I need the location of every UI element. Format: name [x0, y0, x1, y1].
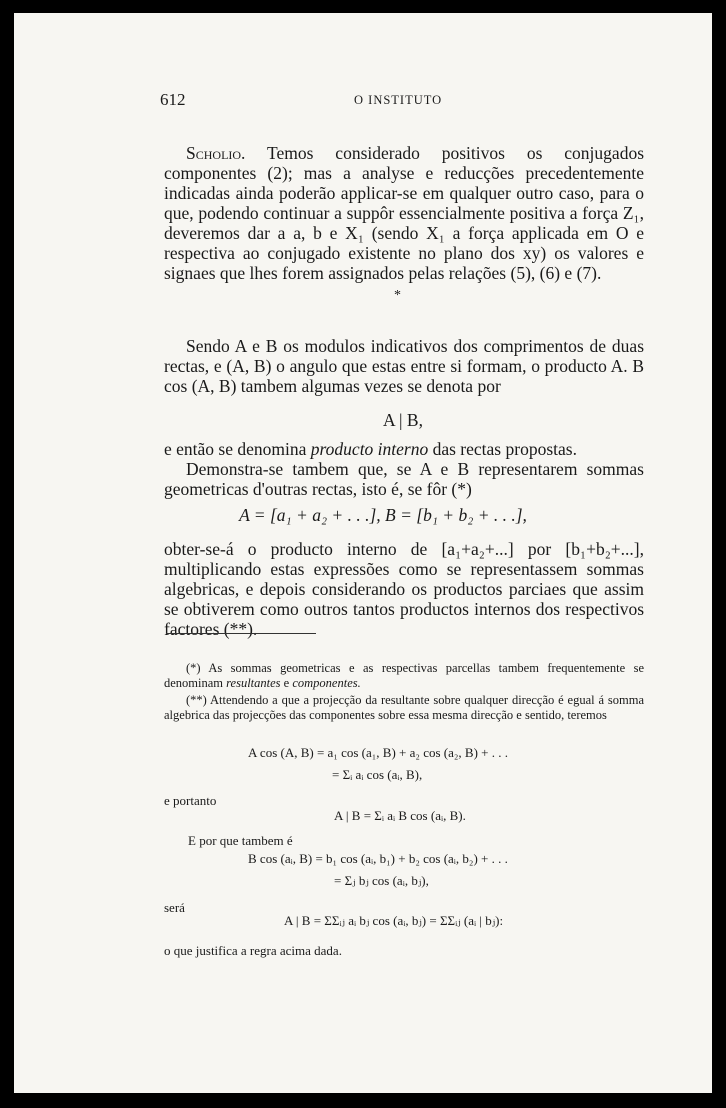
footnote-equation-6: A | B = ΣΣᵢⱼ aᵢ bⱼ cos (aᵢ, bⱼ) = ΣΣᵢⱼ (aᵢ | bⱼ): [284, 913, 504, 928]
page-number: 612 [160, 90, 186, 109]
paragraph-demonstra: Demonstra-se tambem que, se A e B representarem sommas geometricas d'outras rectas, isto é, se fôr (*) [164, 459, 644, 499]
scholio-label: Scholio. [186, 143, 246, 163]
footnote-equation-4: B cos (aᵢ, B) = b₁ cos (aᵢ, b₁) + b₂ cos (aᵢ, b₂) + . . . [248, 851, 508, 866]
footnote-equation-3: A | B = Σᵢ aᵢ B cos (aᵢ, B). [334, 808, 466, 823]
equation-sums: A = [a₁ + a₂ + . . .], B = [b₁ + b₂ + . . .], [239, 505, 527, 525]
label-e-por-que: E por que tambem é [188, 833, 293, 848]
equation-a-b: A | B, [383, 410, 423, 430]
footnote-2: (**) Attendendo a que a projecção da resultante sobre qualquer direcção é egual á somma algebrica das projecções das componentes sobre essa mesma direcção e sentido, teremos [164, 693, 644, 722]
term-producto-interno: producto interno [310, 439, 429, 459]
section-separator: * [394, 288, 401, 303]
footnote-equation-2: = Σᵢ aᵢ cos (aᵢ, B), [332, 767, 423, 782]
label-e-portanto: e portanto [164, 793, 217, 808]
footnote-equation-1: A cos (A, B) = a₁ cos (a₁, B) + a₂ cos (a₂, B) + . . . [248, 745, 508, 760]
footnote-equation-5: = Σⱼ bⱼ cos (aᵢ, bⱼ), [334, 873, 429, 888]
running-title: O INSTITUTO [354, 93, 443, 107]
paragraph-producto-interno: e então se denomina producto interno das rectas propostas. [164, 439, 577, 459]
footnote-closing: o que justifica a regra acima dada. [164, 943, 342, 958]
scholio-text: Temos considerado positivos os conjugados componentes (2); mas a analyse e reducções precedentemente indicadas ainda poderão applicar-se em qualquer outro caso, para o que, podendo continuar a suppôr essencialmente positiva a força Z₁, deveremos dar a a, b e X₁ (sendo X₁ a força applicada em O e respectiva ao conjugado existente no plano dos xy) os valores e signaes que lhes forem assignados pelas relações (5), (6) e (7). [164, 143, 644, 283]
paragraph-obter: obter-se-á o producto interno de [a₁+a₂+...] por [b₁+b₂+...], multiplicando estas expressões como se representassem sommas algebricas, e depois considerando os productos parciaes que assim se obtiverem como outros tantos productos internos dos respectivos factores (**). [164, 539, 644, 639]
footnote-rule [166, 633, 316, 634]
document-page [14, 13, 712, 1093]
scholio-paragraph [164, 143, 644, 283]
paragraph-modulos: Sendo A e B os modulos indicativos dos comprimentos de duas rectas, e (A, B) o angulo que estas entre si formam, o producto A. B cos (A, B) tambem algumas vezes se denota por [164, 336, 644, 396]
footnote-1: (*) As sommas geometricas e as respectivas parcellas tambem frequentemente se denominam resultantes e componentes. [164, 661, 644, 690]
label-sera: será [164, 900, 185, 915]
